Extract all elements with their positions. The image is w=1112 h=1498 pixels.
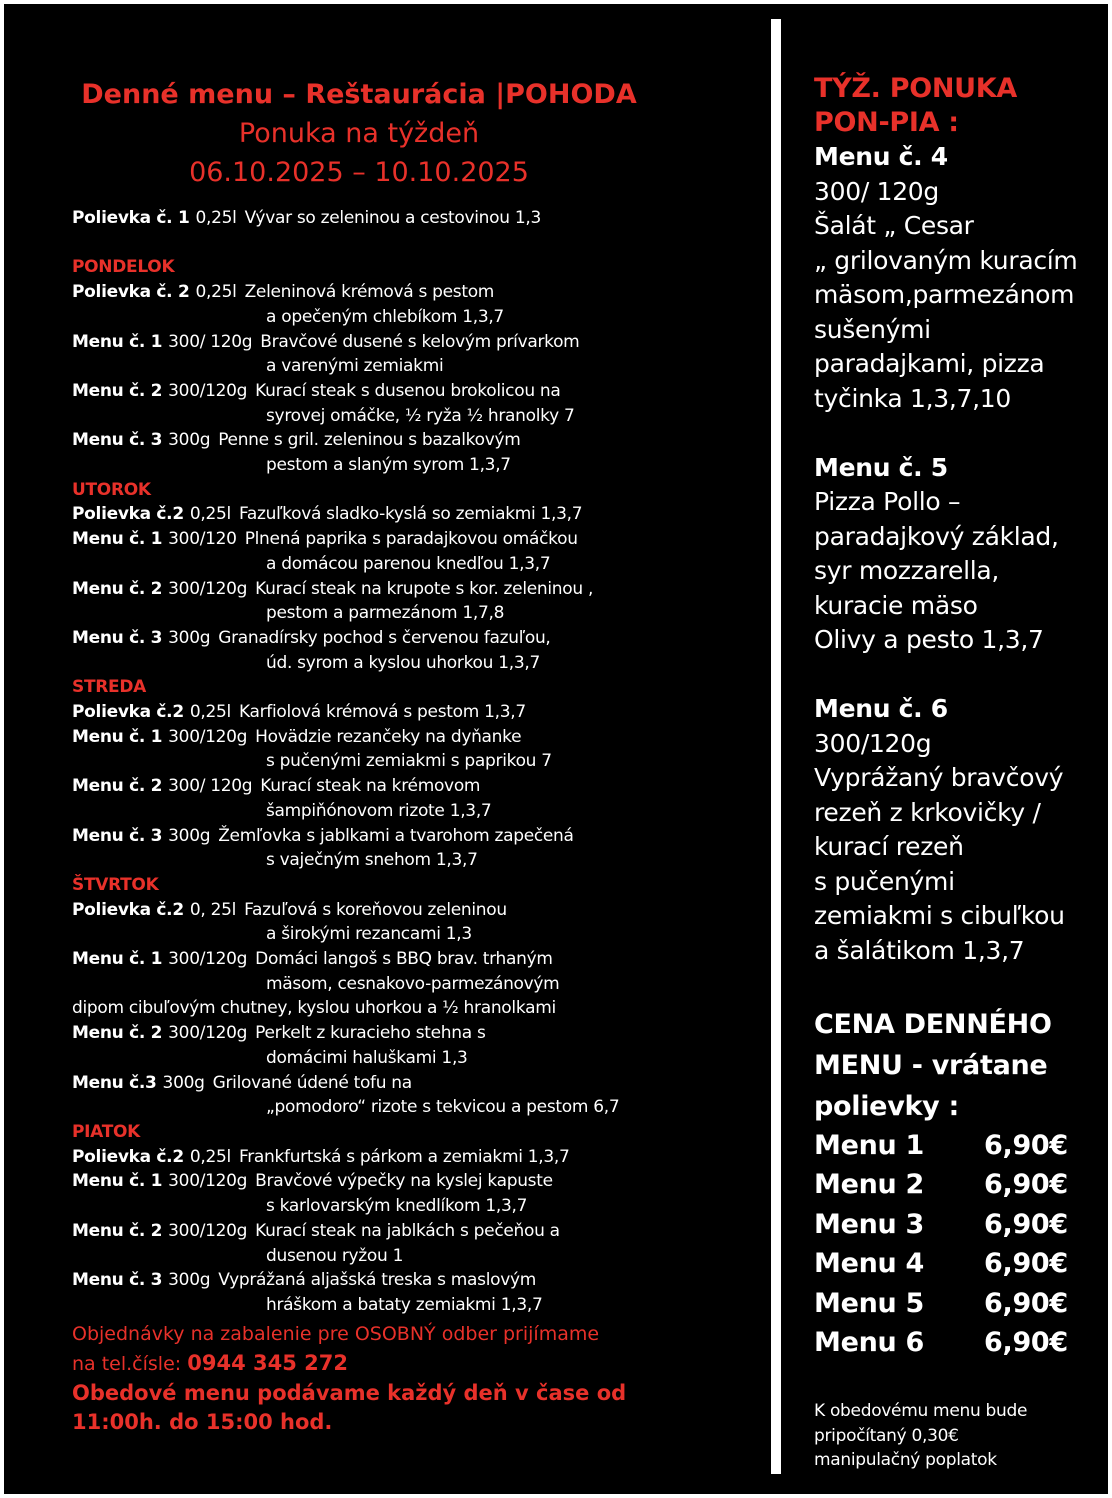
weekly-menu-line: syr mozzarella, xyxy=(814,556,1000,585)
menu-item xyxy=(72,1169,762,1218)
price-row xyxy=(814,1323,1104,1363)
price-note-line: pripočítaný 0,30€ xyxy=(814,1425,959,1446)
item-description-continued: a širokými rezancami 1,3 xyxy=(266,924,472,945)
weekly-title: TÝŽ. PONUKA xyxy=(814,73,1017,104)
price-menu-name: Menu 1 xyxy=(814,1129,925,1161)
price-row xyxy=(814,1126,1104,1166)
weekly-menu-line: mäsom,parmezánom xyxy=(814,280,1075,309)
price-title: MENU - vrátane xyxy=(814,1049,1048,1081)
item-description: Žemľovka s jablkami a tvarohom zapečená xyxy=(218,825,574,846)
item-label: Polievka č.2 xyxy=(72,702,184,723)
menu-item-first-line xyxy=(72,725,762,750)
menu-item-first-line xyxy=(72,577,762,602)
item-portion: 300/120g xyxy=(168,578,248,599)
menu-item xyxy=(72,379,762,428)
item-description-continued: a domácou parenou knedľou 1,3,7 xyxy=(266,553,551,574)
menu-item xyxy=(72,206,762,231)
item-label: Menu č. 1 xyxy=(72,949,163,970)
weekly-menu-line: „ grilovaným kuracím xyxy=(814,245,1078,275)
weekly-menu-line: rezeň z krkovičky / xyxy=(814,797,1041,827)
item-label: Menu č. 3 xyxy=(72,430,163,451)
daily-menu-list xyxy=(72,206,762,1318)
item-portion: 300g xyxy=(168,825,211,846)
item-description: Kurací steak na krupote s kor. zeleninou , xyxy=(255,578,594,599)
spacer xyxy=(814,968,1104,1003)
item-portion: 300g xyxy=(168,430,211,451)
serving-hours: Obedové menu podávame každý deň v čase od xyxy=(72,1380,627,1405)
item-description-continued: šampiňónovom rizote 1,3,7 xyxy=(266,800,492,821)
item-description: Vyprážaná aljašská treska s maslovým xyxy=(218,1270,536,1291)
menu-item xyxy=(72,1145,762,1170)
item-label: Menu č. 2 xyxy=(72,1220,163,1241)
price-value: 6,90€ xyxy=(984,1248,1068,1280)
weekly-menu-line: kurací rezeň xyxy=(814,832,964,861)
weekly-menu-line: Pizza Pollo – xyxy=(814,487,961,516)
menu-item-first-line xyxy=(72,527,762,552)
item-description-continued: mäsom, cesnakovo-parmezánovým xyxy=(266,973,560,994)
item-description-continued: domácimi haluškami 1,3 xyxy=(266,1047,468,1068)
weekly-subtitle: PON-PIA : xyxy=(814,107,959,138)
item-portion: 300/120g xyxy=(168,1220,248,1241)
weekly-menus xyxy=(814,140,1104,968)
weekly-menu-line: 300/ 120g xyxy=(814,176,939,206)
item-description: Bravčové výpečky na kyslej kapuste xyxy=(255,1171,553,1192)
item-label: Polievka č.2 xyxy=(72,899,184,920)
menu-item xyxy=(72,527,762,576)
menu-item-first-line xyxy=(72,379,762,404)
menu-item xyxy=(72,1021,762,1070)
day-heading-streda: STREDA xyxy=(72,677,147,698)
item-portion: 300/120g xyxy=(168,1171,248,1192)
price-row xyxy=(814,1205,1104,1245)
weekly-menu-line: sušenými xyxy=(814,314,931,344)
menu-item xyxy=(72,1219,762,1268)
menu-item-first-line xyxy=(72,428,762,453)
menu-item-first-line xyxy=(72,502,762,527)
price-menu-name: Menu 6 xyxy=(814,1327,925,1359)
menu-item-first-line xyxy=(72,1145,762,1170)
menu-item xyxy=(72,824,762,873)
item-description: Perkelt z kuracieho stehna s xyxy=(255,1023,486,1044)
date-range: 06.10.2025 – 10.10.2025 xyxy=(189,157,529,188)
menu-item-first-line xyxy=(72,947,762,972)
order-phone-line xyxy=(72,1349,762,1379)
page-title: Denné menu – Reštaurácia |POHODA xyxy=(81,79,637,110)
item-label: Menu č. 1 xyxy=(72,331,163,352)
item-label: Menu č. 3 xyxy=(72,627,163,648)
price-row xyxy=(814,1244,1104,1284)
item-portion: 300g xyxy=(162,1072,205,1093)
item-description-continued: úd. syrom a kyslou uhorkou 1,3,7 xyxy=(266,652,540,673)
order-info: Objednávky na zabalenie pre OSOBNÝ odber prijímame xyxy=(72,1322,600,1345)
phone-label: na tel.čísle: xyxy=(72,1352,182,1375)
item-description: Grilované údené tofu na xyxy=(212,1072,412,1093)
menu-item-first-line xyxy=(72,1169,762,1194)
item-description-continued: s vaječným snehom 1,3,7 xyxy=(266,850,478,871)
item-description-continued: dusenou ryžou 1 xyxy=(266,1245,404,1266)
price-menu-name: Menu 5 xyxy=(814,1287,925,1319)
menu-item xyxy=(72,725,762,774)
spacer xyxy=(814,658,1104,693)
price-note-line: K obedovému menu bude xyxy=(814,1401,1028,1422)
weekly-menu-line: kuracie mäso xyxy=(814,590,978,620)
item-portion: 300/120g xyxy=(168,380,248,401)
weekly-offer-column xyxy=(814,72,1104,1473)
item-description: Kurací steak s dusenou brokolicou na xyxy=(255,380,561,401)
weekly-menu-line: zemiakmi s cibuľkou xyxy=(814,901,1065,930)
item-label: Menu č. 2 xyxy=(72,1023,163,1044)
item-label: Menu č. 1 xyxy=(72,1171,163,1192)
column-divider xyxy=(771,19,781,1474)
weekly-menu-line: 300/120g xyxy=(814,728,932,758)
page-subtitle: Ponuka na týždeň xyxy=(238,118,480,149)
menu-item xyxy=(72,330,762,379)
menu-header xyxy=(64,76,654,192)
item-description: Penne s gril. zeleninou s bazalkovým xyxy=(218,430,521,451)
item-portion: 300g xyxy=(168,1270,211,1291)
menu-item-first-line xyxy=(72,774,762,799)
menu-item xyxy=(72,774,762,823)
menu-item-first-line xyxy=(72,1021,762,1046)
item-description: Bravčové dusené s kelovým prívarkom xyxy=(260,331,580,352)
day-heading-piatok: PIATOK xyxy=(72,1122,141,1142)
item-description: Vývar so zeleninou a cestovinou 1,3 xyxy=(244,208,541,228)
menu-item xyxy=(72,626,762,675)
item-description: Karfiolová krémová s pestom 1,3,7 xyxy=(238,702,526,723)
item-label: Menu č. 3 xyxy=(72,825,163,846)
item-portion: 0,25l xyxy=(189,1146,231,1167)
menu-item-first-line xyxy=(72,1219,762,1244)
item-description-continued: syrovej omáčke, ½ ryža ½ hranolky 7 xyxy=(266,405,575,426)
menu-item-first-line xyxy=(72,898,762,923)
item-label: Menu č. 2 xyxy=(72,380,163,401)
weekly-menu-line: Šalát „ Cesar xyxy=(814,211,974,240)
menu-item-first-line xyxy=(72,1071,762,1096)
item-label: Polievka č. 1 xyxy=(72,208,190,228)
item-description-continued: a varenými zemiakmi xyxy=(266,356,444,377)
price-row xyxy=(814,1284,1104,1324)
item-portion: 300/120g xyxy=(168,1023,248,1044)
item-description-continued: „pomodoro“ rizote s tekvicou a pestom 6,7 xyxy=(266,1097,620,1118)
item-label: Menu č. 1 xyxy=(72,726,163,747)
item-description-continued: dipom cibuľovým chutney, kyslou uhorkou a ½ hranolkami xyxy=(72,998,556,1019)
item-description-continued: a opečeným chlebíkom 1,3,7 xyxy=(266,306,504,327)
menu-item-first-line xyxy=(72,206,762,231)
weekly-menu-label: Menu č. 5 xyxy=(814,452,948,482)
item-description: Fazuľová s koreňovou zeleninou xyxy=(244,899,507,920)
day-heading-utorok: UTOROK xyxy=(72,479,151,500)
weekly-menu-line: Vyprážaný bravčový xyxy=(814,763,1064,792)
serving-hours-time: 11:00h. do 15:00 hod. xyxy=(72,1409,333,1434)
item-description: Granadírsky pochod s červenou fazuľou, xyxy=(218,627,551,648)
price-menu-name: Menu 2 xyxy=(814,1169,925,1201)
item-description: Kurací steak na jablkách s pečeňou a xyxy=(255,1220,560,1241)
item-description-continued: s karlovarským knedlíkom 1,3,7 xyxy=(266,1196,528,1217)
weekly-menu-line: s pučenými xyxy=(814,866,955,896)
weekly-menu-line: paradajkový základ, xyxy=(814,521,1059,551)
item-description: Fazuľková sladko-kyslá so zemiakmi 1,3,7 xyxy=(238,504,583,525)
day-heading-štvrtok: ŠTVRTOK xyxy=(72,874,159,895)
price-menu-name: Menu 4 xyxy=(814,1248,925,1280)
item-label: Polievka č.2 xyxy=(72,1146,184,1167)
price-title: CENA DENNÉHO xyxy=(814,1008,1052,1040)
spacer xyxy=(814,416,1104,451)
item-portion: 0,25l xyxy=(189,504,231,525)
item-description: Hovädzie rezančeky na dyňanke xyxy=(255,726,522,747)
item-portion: 300/120 xyxy=(168,529,237,550)
weekly-menu-line: tyčinka 1,3,7,10 xyxy=(814,383,1012,413)
item-label: Menu č. 3 xyxy=(72,1270,163,1291)
item-portion: 0,25l xyxy=(189,702,231,723)
menu-item-first-line xyxy=(72,280,762,305)
menu-item xyxy=(72,1071,762,1120)
menu-item-first-line xyxy=(72,626,762,651)
item-description: Frankfurtská s párkom a zemiakmi 1,3,7 xyxy=(238,1146,570,1167)
menu-item xyxy=(72,1268,762,1317)
price-value: 6,90€ xyxy=(984,1169,1068,1201)
weekly-menu-line: paradajkami, pizza xyxy=(814,349,1045,378)
price-note xyxy=(814,1399,1104,1473)
item-label: Menu č. 2 xyxy=(72,776,163,797)
item-portion: 300g xyxy=(168,627,211,648)
menu-item-first-line xyxy=(72,1268,762,1293)
item-description: Domáci langoš s BBQ brav. trhaným xyxy=(255,949,553,970)
item-portion: 0,25l xyxy=(195,208,237,228)
item-portion: 0, 25l xyxy=(189,899,237,920)
item-description: Kurací steak na krémovom xyxy=(260,776,481,797)
price-row xyxy=(814,1165,1104,1205)
menu-sheet xyxy=(4,4,1108,1494)
menu-item xyxy=(72,428,762,477)
weekly-menu-line: Olivy a pesto 1,3,7 xyxy=(814,625,1044,654)
menu-item xyxy=(72,898,762,947)
menu-item xyxy=(72,577,762,626)
weekly-menu-line: a šalátikom 1,3,7 xyxy=(814,935,1025,965)
daily-menu-column xyxy=(72,76,762,1437)
item-label: Polievka č.2 xyxy=(72,504,184,525)
item-description-continued: hráškom a bataty zemiakmi 1,3,7 xyxy=(266,1294,543,1315)
item-label: Menu č.3 xyxy=(72,1072,157,1093)
price-title: polievky : xyxy=(814,1090,960,1122)
menu-item xyxy=(72,947,762,1021)
spacer xyxy=(72,231,762,256)
item-description-continued: pestom a parmezánom 1,7,8 xyxy=(266,603,505,624)
item-portion: 300/ 120g xyxy=(168,776,253,797)
price-menu-name: Menu 3 xyxy=(814,1208,925,1240)
menu-item-first-line xyxy=(72,330,762,355)
item-description: Plnená paprika s paradajkovou omáčkou xyxy=(244,529,578,550)
item-description-continued: s pučenými zemiakmi s paprikou 7 xyxy=(266,751,552,772)
menu-item xyxy=(72,280,762,329)
price-note-line: manipulačný poplatok xyxy=(814,1450,997,1471)
footer xyxy=(72,1320,762,1437)
price-list xyxy=(814,968,1104,1473)
menu-item-first-line xyxy=(72,824,762,849)
item-description: Zeleninová krémová s pestom xyxy=(244,282,495,303)
weekly-menu-label: Menu č. 6 xyxy=(814,694,948,723)
phone-number: 0944 345 272 xyxy=(187,1350,348,1375)
item-label: Polievka č. 2 xyxy=(72,282,190,303)
item-label: Menu č. 1 xyxy=(72,529,163,550)
weekly-menu-label: Menu č. 4 xyxy=(814,142,948,171)
day-heading-pondelok: PONDELOK xyxy=(72,257,175,278)
menu-item-first-line xyxy=(72,700,762,725)
item-portion: 300/120g xyxy=(168,949,248,970)
item-portion: 0,25l xyxy=(195,282,237,303)
price-value: 6,90€ xyxy=(984,1129,1068,1161)
item-label: Menu č. 2 xyxy=(72,578,163,599)
price-value: 6,90€ xyxy=(984,1208,1068,1240)
price-value: 6,90€ xyxy=(984,1327,1068,1359)
menu-item xyxy=(72,502,762,527)
item-portion: 300/ 120g xyxy=(168,331,253,352)
item-portion: 300/120g xyxy=(168,726,248,747)
menu-item xyxy=(72,700,762,725)
price-value: 6,90€ xyxy=(984,1287,1068,1319)
item-description-continued: pestom a slaným syrom 1,3,7 xyxy=(266,455,511,476)
